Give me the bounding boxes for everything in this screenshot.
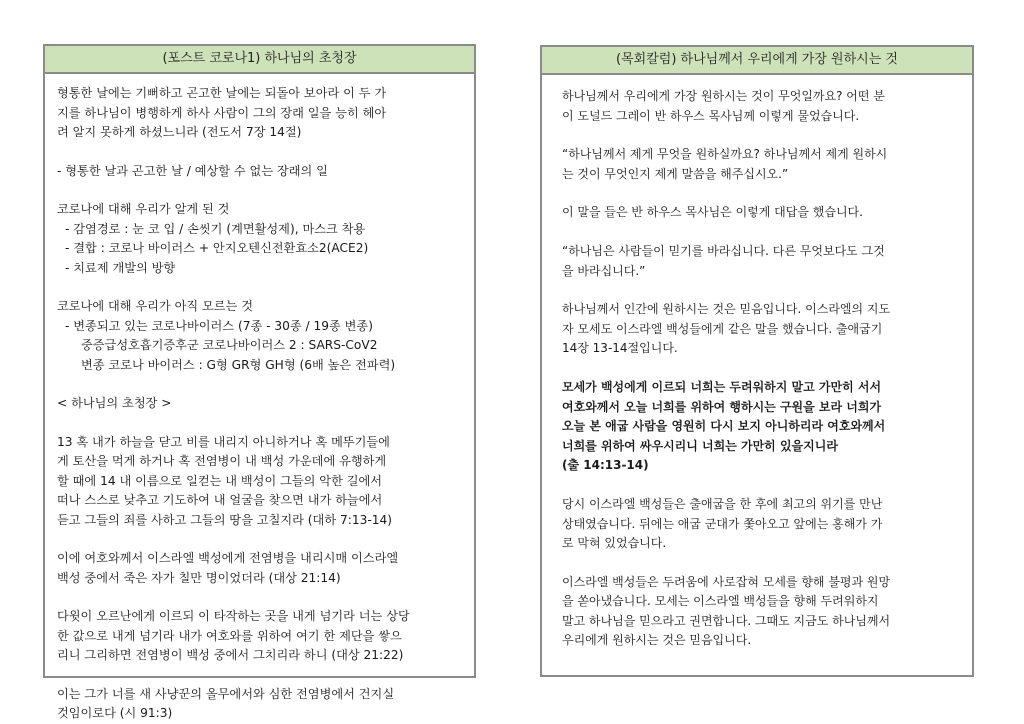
known-item: - 감염경로 : 눈 코 입 / 손씻기 (계면활성제), 마스크 착용 [65, 221, 366, 236]
column-paragraph-4: “하나님은 사람들이 믿기를 바라십니다. 다른 무엇보다도 그것 을 바라십니다.” [562, 243, 885, 278]
column-paragraph-5: 하나님께서 인간에 원하시는 것은 믿음입니다. 이스라엘의 지도 자 모세도 이스라엘 백성들에게 같은 말을 했습니다. 출애굽기 14장 13-14절입니다. [562, 302, 891, 356]
left-panel-body [45, 74, 474, 724]
right-panel-body [542, 75, 972, 651]
known-item: - 치료제 개발의 방향 [65, 260, 176, 275]
column-paragraph-7: 당시 이스라엘 백성들은 출애굽을 한 후에 최고의 위기를 만난 상태였습니다. 뒤에는 애굽 군대가 쫓아오고 앞에는 홍해가 가 로 막혀 있었습니다. [562, 496, 883, 551]
right-panel [540, 45, 974, 677]
scripture-paragraph-2: 이에 여호와께서 이스라엘 백성에게 전염병을 내리시매 이스라엘 백성 중에서 죽은 자가 칠만 명이었더라 (대상 21:14) [57, 551, 399, 585]
invitation-heading: < 하나님의 초청장 > [57, 396, 172, 410]
unknown-item: - 변종되고 있는 코로나바이러스 (7종 - 30종 / 19종 변종) [65, 318, 373, 333]
column-paragraph-1: 하나님께서 우리에게 가장 원하시는 것이 무엇일까요? 어떤 분 이 도널드 그레이 반 하우스 목사님께 이렇게 물었습니다. [562, 89, 885, 123]
unknown-item: 중증급성호흡기증후군 코로나바이러스 2 : SARS-CoV2 [81, 338, 378, 352]
unknown-heading: 코로나에 대해 우리가 아직 모르는 것 [57, 299, 253, 313]
verse-note: - 형통한 날과 곤고한 날 / 예상할 수 없는 장래의 일 [57, 163, 328, 178]
left-panel [43, 44, 476, 720]
column-paragraph-3: 이 말을 들은 반 하우스 목사님은 이렇게 대답을 했습니다. [562, 205, 863, 220]
left-panel-title: (포스트 코로나1) 하나님의 초청장 [45, 46, 474, 74]
column-paragraph-8: 이스라엘 백성들은 두려움에 사로잡혀 모세를 향해 불평과 원망 을 쏟아냈습니다. 모세는 이스라엘 백성들을 향해 두려워하지 말고 하나님을 믿으라고 권면합니다. 그때도 지금도 하나님께서 우리에게 원하시는 것은 믿음입니다. [562, 574, 891, 648]
known-item: - 결합 : 코로나 바이러스 + 안지오텐신전환효소2(ACE2) [65, 241, 369, 255]
column-paragraph-2: “하나님께서 제게 무엇을 원하실까요? 하나님께서 제게 원하시 는 것이 무엇인지 제게 말씀을 해주십시오.” [562, 147, 888, 181]
verse-ecclesiastes: 형통한 날에는 기뻐하고 곤고한 날에는 되돌아 보아라 이 두 가 지를 하나님이 병행하게 하사 사람이 그의 장래 일을 능히 헤아 려 알지 못하게 하셨느니라 (전도서 7장 14절) [57, 86, 387, 139]
unknown-item: 변종 코로나 바이러스 : G형 GR형 GH형 (6배 높은 전파력) [81, 357, 396, 372]
scripture-paragraph-4: 이는 그가 너를 새 사냥꾼의 올무에서와 심한 전염병에서 건지실 것임이로다 (시 91:3) [57, 686, 395, 720]
right-panel-title: (목회칼럼) 하나님께서 우리에게 가장 원하시는 것 [542, 47, 972, 75]
scripture-paragraph-1: 13 혹 내가 하늘을 닫고 비를 내리지 아니하거나 혹 메뚜기들에 게 토산을 먹게 하거나 혹 전염병이 내 백성 가운데에 유행하게 할 때에 14 내 이름으로 일컫는 내 백성이 그들의 악한 길에서 떠나 스스로 낮추고 기도하여 내 얼굴을 찾으면 내가 하늘에서 듣고 그들의 죄를 사하고 그들의 땅을 고칠지라 (대하 7:13-14) [57, 434, 393, 527]
exodus-quote: 모세가 백성에게 이르되 너희는 두려워하지 말고 가만히 서서 여호와께서 오늘 너희를 위하여 행하시는 구원을 보라 너희가 오늘 본 애굽 사람을 영원히 다시 보지 아니하리라 여호와께서 너희를 위하여 싸우시리니 너희는 가만히 있을지니라 (출 14:13-14) [562, 379, 886, 473]
known-heading: 코로나에 대해 우리가 알게 된 것 [57, 202, 230, 216]
scripture-paragraph-3: 다윗이 오르난에게 이르되 이 타작하는 곳을 내게 넘기라 너는 상당 한 값으로 내게 넘기라 내가 여호와를 위하여 여기 한 제단을 쌓으 리니 그리하면 전염병이 백성 중에서 그치리라 하니 (대상 21:22) [57, 609, 410, 662]
